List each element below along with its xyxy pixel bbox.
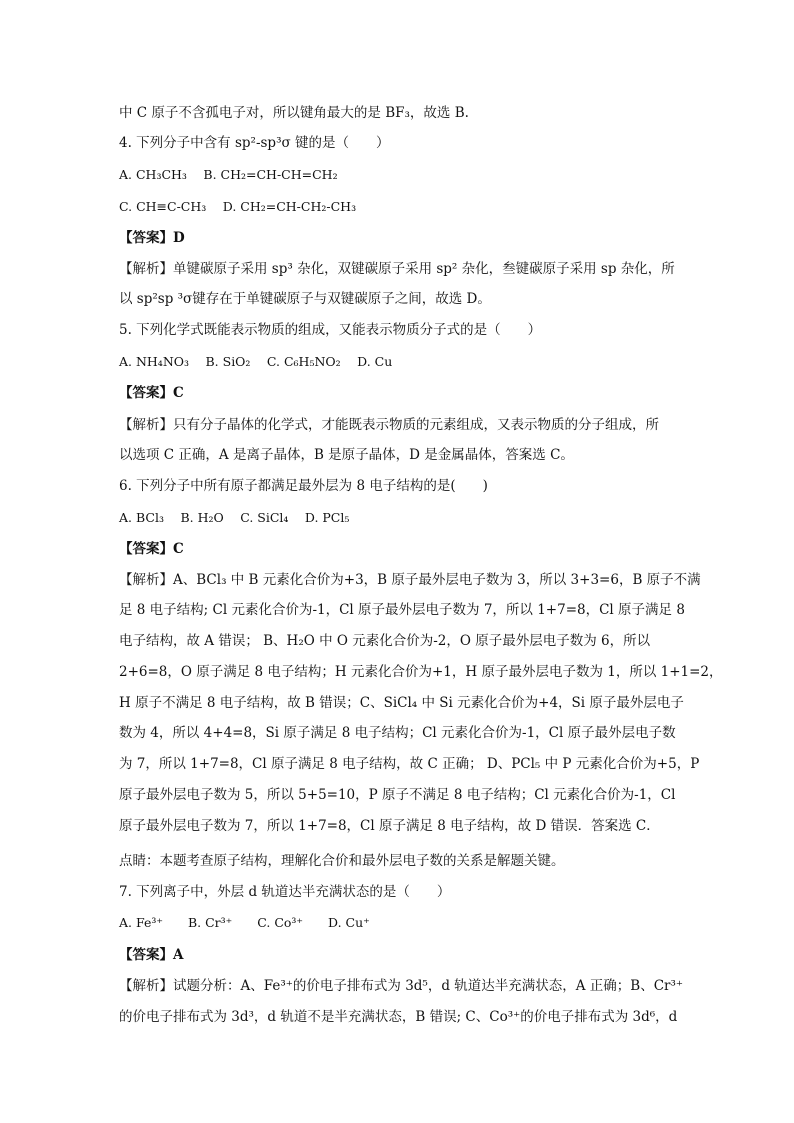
question-7-stem: 7. 下列离子中，外层 d 轨道达半充满状态的是（ ） (119, 884, 451, 900)
question-5-analysis-line: 【解析】只有分子晶体的化学式，才能既表示物质的元素组成，又表示物质的分子组成，所 (119, 417, 659, 433)
question-6-answer: 【答案】C (119, 541, 184, 557)
question-7-analysis-line: 的价电子排布式为 3d³，d 轨道不是半充满状态，B 错误; C、Co³⁺的价电子排布式为 3d⁶，d (119, 1009, 678, 1025)
question-4-analysis-line: 【解析】单键碳原子采用 sp³ 杂化，双键碳原子采用 sp² 杂化，叁键碳原子采用 sp 杂化，所 (119, 261, 675, 277)
question-6-analysis-line: 数为 4，所以 4+4=8，Si 原子满足 8 电子结构；Cl 元素化合价为-1，Cl 原子最外层电子数 (119, 725, 676, 741)
question-5-answer: 【答案】C (119, 385, 184, 401)
question-6-analysis-line: 原子最外层电子数为 5，所以 5+5=10，P 原子不满足 8 电子结构；Cl 元素化合价为-1，Cl (119, 787, 676, 803)
question-6-options: A. BCl₃ B. H₂O C. SiCl₄ D. PCl₅ (119, 510, 350, 525)
question-6-analysis-line: H 原子不满足 8 电子结构，故 B 错误；C、SiCl₄ 中 Si 元素化合价为+4，Si 原子最外层电子 (119, 695, 684, 711)
question-4-stem: 4. 下列分子中含有 sp²-sp³σ 键的是（ ） (119, 135, 390, 151)
question-4-analysis-line: 以 sp²sp ³σ键存在于单键碳原子与双键碳原子之间，故选 D。 (119, 291, 491, 307)
question-6-analysis-line: 2+6=8，O 原子满足 8 电子结构；H 元素化合价为+1，H 原子最外层电子数为 1，所以 1+1=2， (119, 664, 723, 680)
question-6-note: 点睛：本题考查原子结构，理解化合价和最外层电子数的关系是解题关键。 (119, 853, 565, 869)
text-line: 中 C 原子不含孤电子对，所以键角最大的是 BF₃，故选 B. (119, 105, 469, 121)
question-4-options-cd: C. CH≡C-CH₃ D. CH₂=CH-CH₂-CH₃ (119, 199, 357, 214)
question-6-analysis-line: 足 8 电子结构; Cl 元素化合价为-1，Cl 原子最外层电子数为 7，所以 1+7=8，Cl 原子满足 8 (119, 602, 685, 618)
question-5-options: A. NH₄NO₃ B. SiO₂ C. C₆H₅NO₂ D. Cu (119, 354, 393, 369)
question-7-analysis-line: 【解析】试题分析：A、Fe³⁺的价电子排布式为 3d⁵，d 轨道达半充满状态，A 正确；B、Cr³⁺ (119, 978, 684, 994)
question-6-analysis-line: 【解析】A、BCl₃ 中 B 元素化合价为+3，B 原子最外层电子数为 3，所以 3+3=6，B 原子不满 (119, 572, 701, 588)
question-5-stem: 5. 下列化学式既能表示物质的组成，又能表示物质分子式的是（ ） (119, 322, 542, 338)
question-7-options: A. Fe³⁺ B. Cr³⁺ C. Co³⁺ D. Cu⁺ (119, 915, 370, 930)
question-4-options-ab: A. CH₃CH₃ B. CH₂=CH-CH=CH₂ (119, 167, 338, 182)
question-6-analysis-line: 电子结构，故 A 错误； B、H₂O 中 O 元素化合价为-2，O 原子最外层电子数为 6，所以 (119, 633, 651, 649)
question-5-analysis-line: 以选项 C 正确，A 是离子晶体，B 是原子晶体，D 是金属晶体，答案选 C。 (119, 447, 574, 463)
question-6-stem: 6. 下列分子中所有原子都满足最外层为 8 电子结构的是( ) (119, 478, 488, 494)
question-7-answer: 【答案】A (119, 947, 184, 963)
question-4-answer: 【答案】D (119, 230, 185, 246)
question-6-analysis-line: 原子最外层电子数为 7，所以 1+7=8，Cl 原子满足 8 电子结构，故 D 错误．答案选 C． (119, 818, 660, 834)
question-6-analysis-line: 为 7，所以 1+7=8，Cl 原子满足 8 电子结构，故 C 正确； D、PCl₅ 中 P 元素化合价为+5，P (119, 756, 700, 772)
